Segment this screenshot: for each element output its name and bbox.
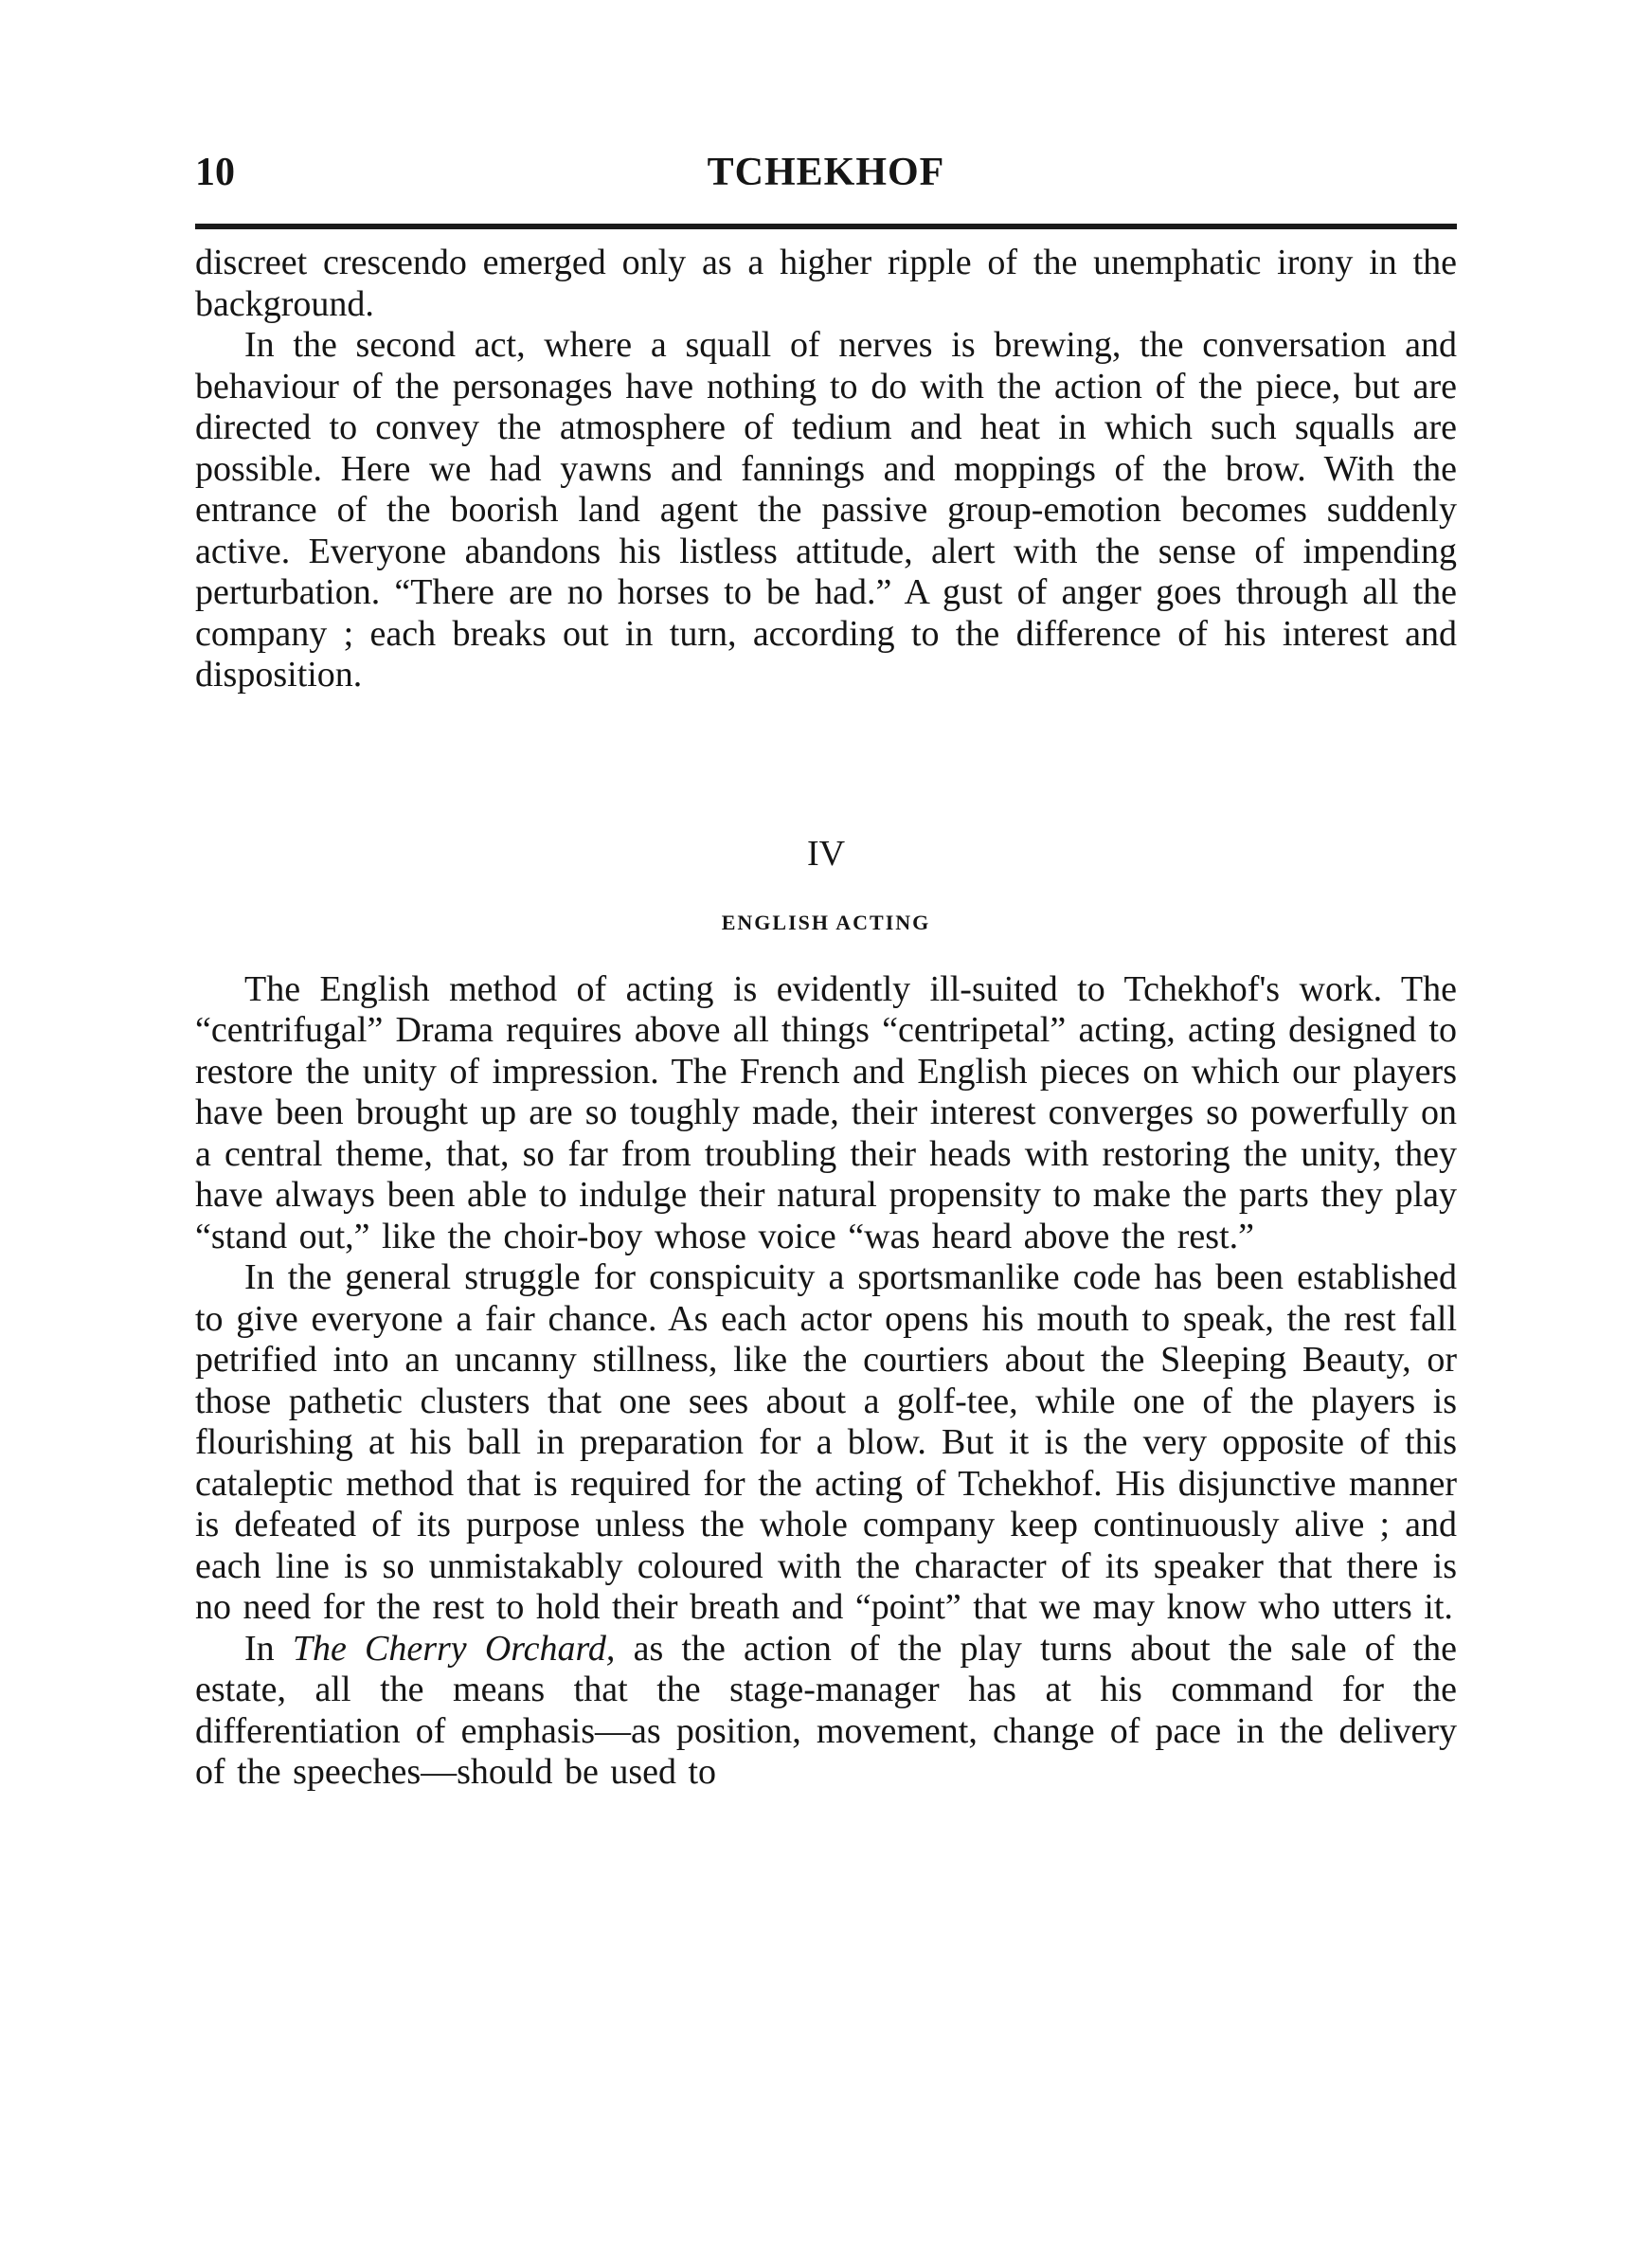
page-number: 10 — [195, 151, 235, 194]
section-title: ENGLISH ACTING — [721, 910, 931, 934]
header-rule — [195, 224, 1457, 229]
running-head — [195, 142, 1457, 203]
paragraph: In the second act, where a squall of nerves is brewing, the conversation and behaviour of the personages have nothing to do with the action of the piece, but are directed to convey the atmosphere of tedium and heat in which such squalls are possible. Here we had yawns and fannings and moppings of the brow. With the entrance of the boorish land agent the passive group-emotion becomes suddenly active. Everyone abandons his listless attitude, alert with the sense of impending perturbation. “There are no horses to be had.” A gust of anger goes through all the company ; each breaks out in turn, according to the difference of his interest and disposition. — [195, 325, 1457, 695]
paragraph-rest: as the action of the play turns about the sale of the estate, all the means that the stage-manager has at his command for the differentiation of emphasis—as position, movement, change of pace in the delivery of the speeches—should be used to — [195, 1628, 1458, 1792]
section-number: IV — [806, 833, 846, 874]
paragraph: The English method of acting is evidently ill-suited to Tchekhof's work. The “centrifugal” Drama requires above all things “centripetal” acting, acting designed to restore the unity of impression. The French and English pieces on which our players have been brought up are so toughly made, their interest converges so powerfully on a central theme, that, so far from troubling their heads with restoring the unity, they have always been able to indulge their natural propensity to make the parts they play “stand out,” like the choir-boy whose voice “was heard above the rest.” — [195, 968, 1457, 1256]
paragraph-lead: In — [244, 1628, 275, 1669]
paragraph-final — [195, 1629, 1457, 1794]
paragraph-continued: discreet crescendo emerged only as a higher ripple of the unemphatic irony in the background. — [195, 243, 1457, 324]
running-title: TCHEKHOF — [707, 151, 945, 194]
paragraph: In the general struggle for conspicuity a sportsmanlike code has been established to give everyone a fair chance. As each actor opens his mouth to speak, the rest fall petrified into an uncanny stillness, like the courtiers about the Sleeping Beauty, or those pathetic clusters that one sees about a golf-tee, while one of the players is flourishing at his ball in preparation for a blow. But it is the very opposite of this cataleptic method that is required for the acting of Tchekhof. His disjunctive manner is defeated of its purpose unless the whole company keep continuously alive ; and each line is so unmistakably coloured with the character of its speaker that there is no need for the rest to hold their breath and “point” that we may know who utters it. — [195, 1257, 1457, 1627]
book-page — [195, 142, 1457, 1794]
play-title: The Cherry Orchard, — [292, 1628, 616, 1669]
body-text — [195, 243, 1457, 1794]
